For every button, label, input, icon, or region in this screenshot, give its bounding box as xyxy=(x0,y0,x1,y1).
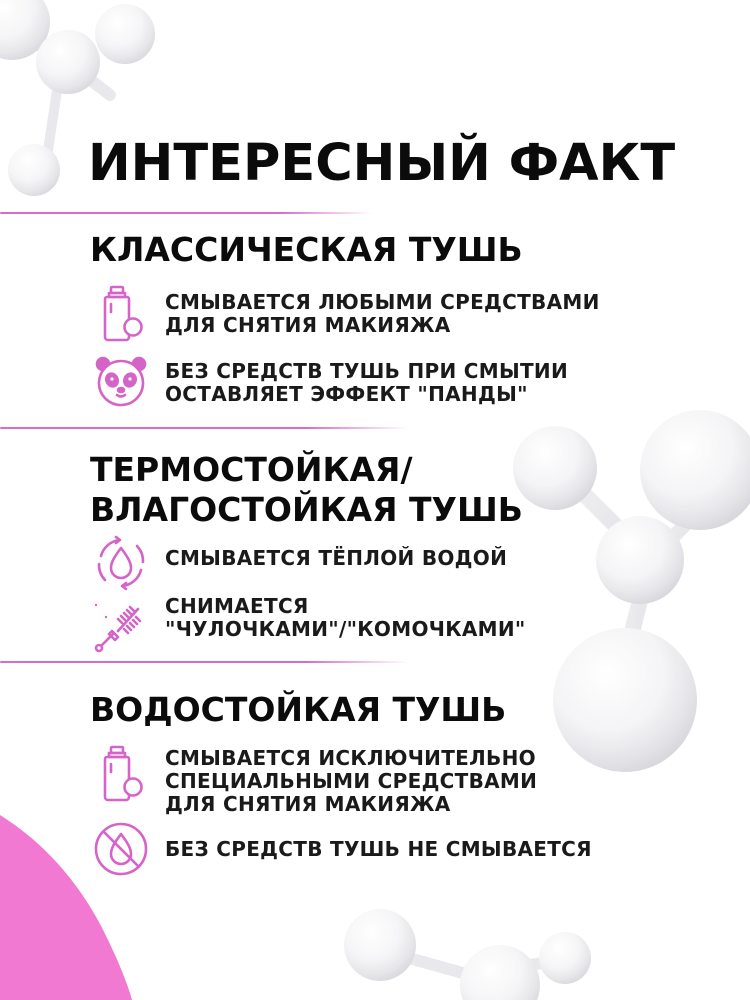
panda-icon xyxy=(92,352,150,410)
item-text: СМЫВАЕТСЯ ИСКЛЮЧИТЕЛЬНО СПЕЦИАЛЬНЫМИ СРЕДСТВАМИ ДЛЯ СНЯТИЯ МАКИЯЖА xyxy=(165,746,538,816)
item-text: БЕЗ СРЕДСТВ ТУШЬ НЕ СМЫВАЕТСЯ xyxy=(165,837,592,861)
page-title: ИНТЕРЕСНЫЙ ФАКТ xyxy=(88,134,676,193)
section-heading-waterproof: ВОДОСТОЙКАЯ ТУШЬ xyxy=(90,690,507,729)
divider-top xyxy=(0,212,372,214)
section-heading-thermo: ТЕРМОСТОЙКАЯ/ ВЛАГОСТОЙКАЯ ТУШЬ xyxy=(90,450,523,529)
item-text: СМЫВАЕТСЯ ЛЮБЫМИ СРЕДСТВАМИ ДЛЯ СНЯТИЯ МАКИЯЖА xyxy=(165,290,600,337)
item-text: СМЫВАЕТСЯ ТЁПЛОЙ ВОДОЙ xyxy=(165,546,508,570)
warm-water-drop-icon xyxy=(92,534,150,592)
remover-bottle-icon xyxy=(92,284,150,342)
mascara-wand-icon xyxy=(92,595,150,653)
item-text: БЕЗ СРЕДСТВ ТУШЬ ПРИ СМЫТИИ ОСТАВЛЯЕТ ЭФФЕКТ "ПАНДЫ" xyxy=(165,359,569,406)
divider-middle xyxy=(0,427,408,429)
remover-bottle-icon xyxy=(92,744,150,802)
item-text: СНИМАЕТСЯ "ЧУЛОЧКАМИ"/"КОМОЧКАМИ" xyxy=(165,594,526,641)
section-heading-classic: КЛАССИЧЕСКАЯ ТУШЬ xyxy=(90,230,523,269)
divider-bottom xyxy=(0,661,408,663)
no-water-icon xyxy=(92,820,150,878)
